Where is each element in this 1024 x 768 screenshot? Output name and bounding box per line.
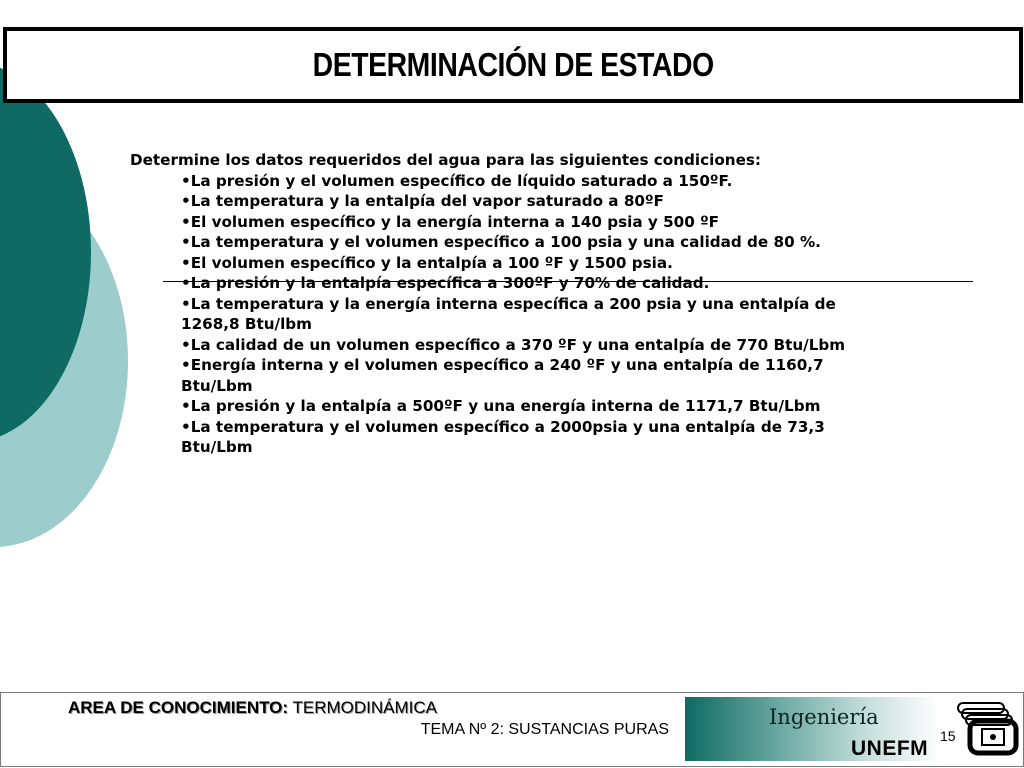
unefm-logo-icon (954, 699, 1020, 759)
list-item: • La presión y el volumen específico de líquido saturado a 150ºF. (181, 171, 850, 192)
slide-title: DETERMINACIÓN DE ESTADO (312, 46, 714, 83)
list-item: • El volumen específico y la entalpía a 100 ºF y 1500 psia. (181, 253, 850, 274)
list-item: • La calidad de un volumen específico a 370 ºF y una entalpía de 770 Btu/Lbm (181, 335, 850, 356)
list-item: • La temperatura y el volumen específico a 2000psia y una entalpía de 73,3 Btu/Lbm (181, 417, 850, 458)
list-item: • Energía interna y el volumen específico a 240 ºF y una entalpía de 1160,7 Btu/Lbm (181, 355, 850, 396)
knowledge-area-label: AREA DE CONOCIMIENTO: (68, 698, 289, 717)
knowledge-area (68, 698, 437, 718)
list-item: • La temperatura y la entalpía del vapor saturado a 80ºF (181, 191, 850, 212)
page-number: 15 (940, 728, 956, 744)
list-item: • La temperatura y el volumen específico a 100 psia y una calidad de 80 %. (181, 232, 850, 253)
list-item: • La presión y la entalpía específica a 300ºF y 70% de calidad. (181, 273, 850, 294)
list-item: • La presión y la entalpía a 500ºF y una energía interna de 1171,7 Btu/Lbm (181, 396, 850, 417)
intro-text: Determine los datos requeridos del agua para las siguientes condiciones: (130, 151, 761, 169)
list-item: • El volumen específico y la energía interna a 140 psia y 500 ºF (181, 212, 850, 233)
knowledge-area-value: TERMODINÁMICA (292, 698, 437, 717)
topic-label: TEMA Nº 2: SUSTANCIAS PURAS (420, 721, 669, 738)
title-box (3, 27, 1023, 103)
conditions-list (130, 171, 850, 458)
list-item: • La temperatura y la energía interna específica a 200 psia y una entalpía de 1268,8 Btu/lbm (181, 294, 850, 335)
footer-bar (0, 692, 1024, 767)
brand-ingenieria: Ingeniería (769, 705, 879, 729)
brand-panel (685, 697, 940, 761)
brand-unefm: UNEFM (851, 737, 929, 760)
slide-content (130, 150, 850, 458)
